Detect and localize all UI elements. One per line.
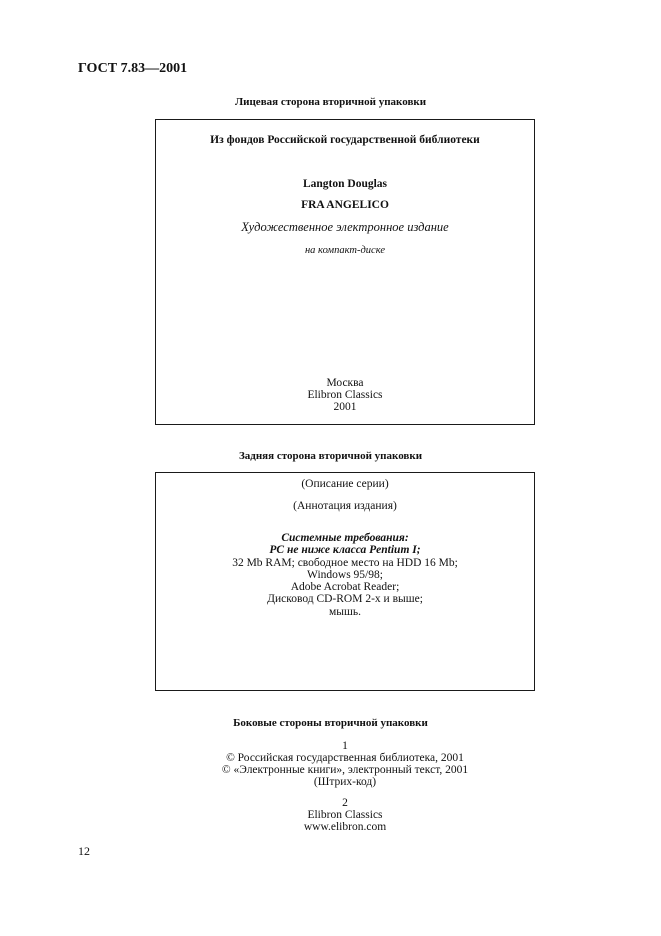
annotation: (Аннотация издания) (293, 500, 397, 512)
side2-website: www.elibron.com (303, 821, 387, 833)
requirement-pc: PC не ниже класса Pentium I; (269, 544, 421, 556)
edition-type: Художественное электронное издание (241, 220, 449, 234)
city: Москва (326, 377, 364, 389)
year: 2001 (333, 401, 357, 413)
requirement-os: Windows 95/98; (307, 569, 383, 581)
requirement-cdrom: Дисковод CD-ROM 2-х и выше; (267, 593, 423, 605)
back-side-box (155, 472, 535, 691)
book-title: FRA ANGELICO (301, 199, 389, 211)
requirements-heading: Системные требования: (281, 532, 409, 544)
side2-number: 2 (342, 797, 348, 809)
side1-copyright-rgb: © Российская государственная библиотека, 2001 (226, 752, 464, 764)
side1-number: 1 (342, 740, 348, 752)
sides-title: Боковые стороны вторичной упаковки (233, 717, 428, 729)
requirement-reader: Adobe Acrobat Reader; (290, 581, 400, 593)
page-number: 12 (78, 844, 90, 858)
medium: на компакт-диске (304, 245, 386, 256)
back-side-title: Задняя сторона вторичной упаковки (238, 450, 423, 462)
author: Langton Douglas (302, 178, 388, 190)
side1-copyright-ebooks: © «Электронные книги», электронный текст, 2001 (221, 764, 469, 776)
requirement-ram: 32 Mb RAM; свободное место на HDD 16 Mb; (232, 557, 458, 569)
requirement-mouse: мышь. (329, 606, 361, 618)
series-description: (Описание серии) (301, 478, 389, 490)
side1-barcode: (Штрих-код) (313, 776, 377, 788)
front-side-title: Лицевая сторона вторичной упаковки (234, 96, 427, 108)
document-code: ГОСТ 7.83—2001 (78, 61, 188, 76)
funds-line: Из фондов Российской государственной библиотеки (210, 134, 480, 146)
publisher: Elibron Classics (307, 389, 383, 401)
side2-publisher: Elibron Classics (307, 809, 383, 821)
front-side-box (155, 119, 535, 425)
